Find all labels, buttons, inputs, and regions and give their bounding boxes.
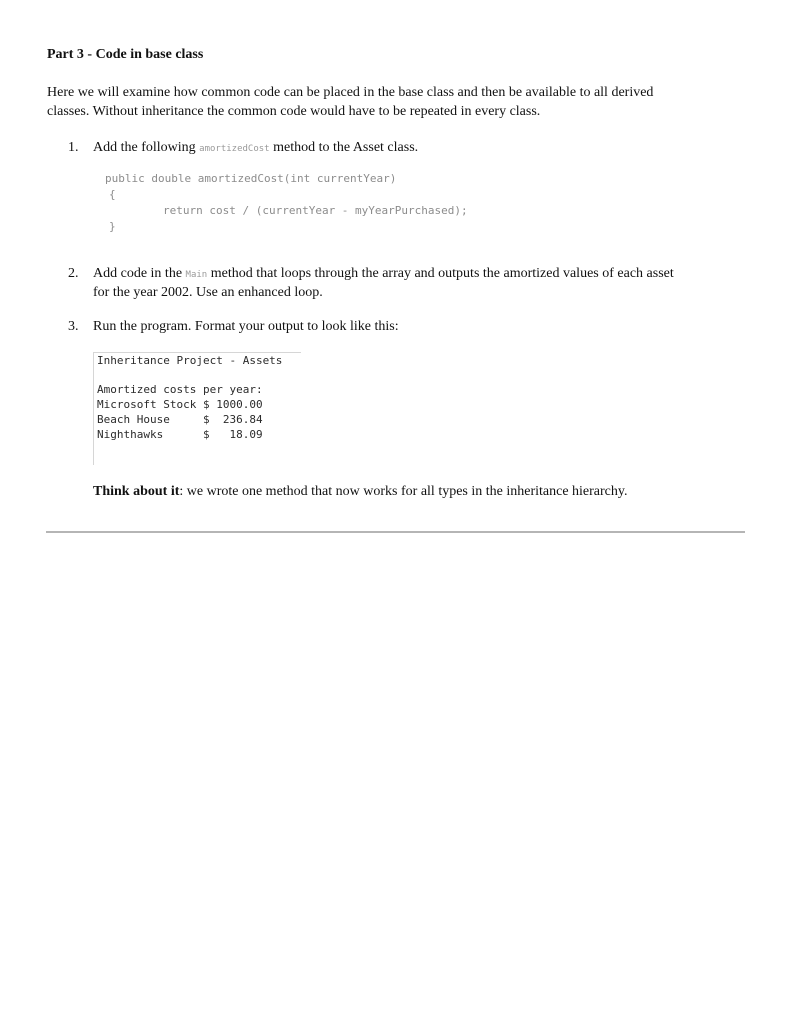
step-text [93,138,418,159]
step-text-part: method that loops through the array and outputs the amortized values of each asset [207,266,674,281]
console-line: Microsoft Stock $ 1000.00 [97,398,263,411]
think-label: Think about it [93,484,180,499]
inline-code: Main [185,270,208,280]
think-about-it-note [93,484,628,500]
intro-line: Here we will examine how common code can be placed in the base class and then be available to all derived [47,85,654,100]
step-text: Run the program. Format your output to look like this: [93,319,399,334]
step-text-line2: for the year 2002. Use an enhanced loop. [93,285,323,300]
code-line: public double amortizedCost(int currentYear) [105,172,397,185]
horizontal-divider [46,531,745,533]
code-line: } [109,220,116,233]
step-text [93,264,674,285]
code-line: { [109,188,116,201]
console-line: Inheritance Project - Assets [97,354,283,367]
think-text: : we wrote one method that now works for all types in the inheritance hierarchy. [179,484,628,499]
console-line: Beach House $ 236.84 [97,413,263,426]
code-line: return cost / (currentYear - myYearPurchased); [163,204,468,217]
intro-paragraph [47,83,747,121]
step-number: 1. [68,140,79,155]
step-text-part: Add code in the [93,266,186,281]
step-number: 2. [68,266,79,281]
console-output [93,352,301,465]
console-line: Amortized costs per year: [97,383,263,396]
console-line: Nighthawks $ 18.09 [97,428,263,441]
section-title: Part 3 - Code in base class [47,47,204,62]
inline-code: amortizedCost [199,144,270,154]
step-text-part: method to the Asset class. [269,140,419,155]
intro-line: classes. Without inheritance the common code would have to be repeated in every class. [47,104,541,119]
step-number: 3. [68,319,79,334]
step-text-part: Add the following [93,140,200,155]
